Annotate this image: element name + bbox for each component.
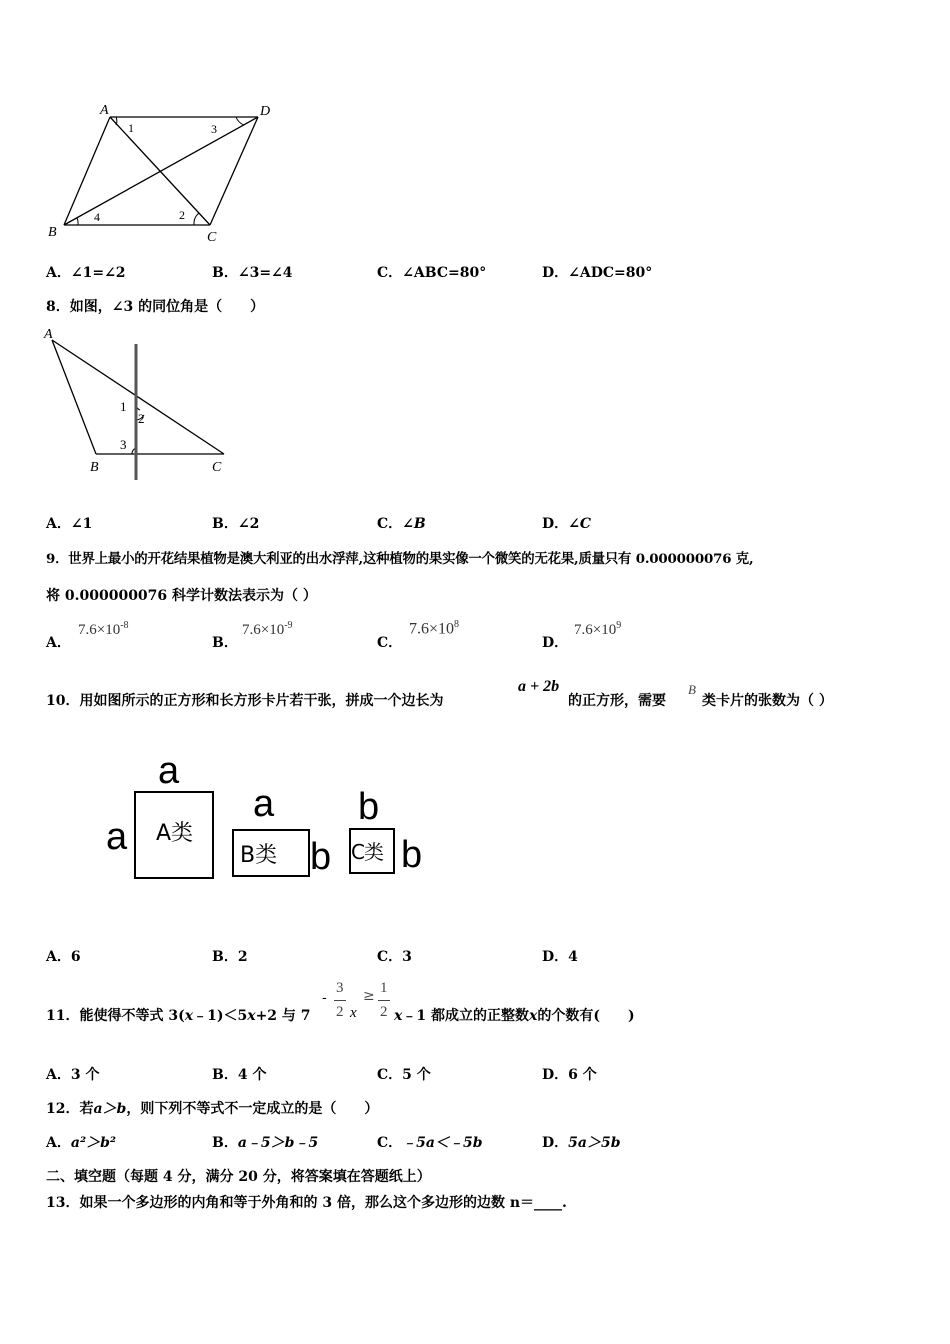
q11-fraction1-bar [334,1000,346,1001]
q10-question: 10．用如图所示的正方形和长方形卡片若干张，拼成一个边长为 [46,693,444,709]
q11-fraction2-denominator: 2 [380,1004,388,1020]
angle-2: 2 [179,208,185,222]
card-c-type-label: C类 [351,840,383,864]
q13-question: 13．如果一个多边形的内角和等于外角和的 3 倍，那么这个多边形的边数 n＝____. [46,1195,567,1211]
q8-question: 8．如图，∠3 的同位角是（ ） [46,299,265,315]
card-b-right-label: b [310,836,332,878]
vertex-C: C [207,230,217,245]
parallelogram-figure [44,98,284,248]
q7-option-d: D．∠ADC=80° [542,265,653,281]
card-a-type-label: A类 [156,821,194,846]
vertex-D: D [260,104,271,119]
q9-question-line2: 将 0.000000076 科学计数法表示为（ ） [46,588,317,604]
angle-3: 3 [211,122,217,136]
q8-option-a: A．∠1 [46,516,93,532]
q10-expression: a + 2b [518,678,560,695]
vertex-A: A [100,103,109,118]
q11-question-start: 11．能使得不等式 3(x﹣1)＜5x+2 与 7 [46,1008,311,1024]
q11-geq: ≥ [363,988,375,1004]
q11-option-c: C．5 个 [377,1067,431,1083]
q12-option-d: D．5a＞5b [542,1135,621,1151]
q9-option-b-value: $7.6\times 10^{-9}$ [242,620,293,638]
angle-4: 4 [94,210,100,224]
q11-fraction2-bar [378,1000,390,1001]
q12-question: 12．若a＞b，则下列不等式不一定成立的是（ ） [46,1101,379,1117]
angle-1: 1 [128,121,134,135]
triangle-figure [40,322,240,484]
q7-option-a: A．∠1=∠2 [46,265,126,281]
q10-question-middle: 的正方形，需要 [568,693,666,709]
q11-fraction1-denominator: 2 [336,1004,344,1020]
q10-question-after: 类卡片的张数为（ ） [702,693,833,709]
card-a-top-label: a [158,750,180,792]
q11-fraction2-numerator: 1 [380,980,388,996]
q9-question-line1: 9．世界上最小的开花结果植物是澳大利亚的出水浮萍,这种植物的果实像一个微笑的无花果,质量只有 0.000000076 克, [46,551,754,567]
q9-option-b: B． [212,635,238,651]
angle-3: 3 [120,437,127,452]
q12-option-c: C．﹣5a＜﹣5b [377,1135,483,1151]
q11-option-b: B．4 个 [212,1067,267,1083]
card-b-type-label: B类 [240,843,278,868]
angle-1: 1 [120,399,127,414]
card-a-left-label: a [106,816,128,858]
q10-option-d: D．4 [542,949,578,965]
card-c-top-label: b [358,786,380,828]
angle-2: 2 [138,411,145,426]
card-b-top-label: a [253,783,275,825]
vertex-B: B [48,225,57,240]
q11-x-var: x [350,1005,357,1021]
q8-option-b: B．∠2 [212,516,260,532]
q9-option-d: D． [542,635,569,651]
vertex-A: A [44,327,53,342]
q10-option-c: C．3 [377,949,412,965]
q10-option-b: B．2 [212,949,248,965]
q9-option-c: C． [377,635,403,651]
q8-option-c: C．∠B [377,516,426,532]
q9-option-a: A． [46,635,71,651]
q11-option-a: A．3 个 [46,1067,100,1083]
q8-option-d: D．∠C [542,516,592,532]
q12-option-a: A．a²＞b² [46,1135,116,1151]
q11-fraction-sign: - [322,990,327,1006]
q11-question-end: x﹣1 都成立的正整数x的个数有( ) [394,1008,635,1024]
vertex-B: B [90,460,99,475]
vertex-C: C [212,460,222,475]
section-heading: 二、填空题（每题 4 分，满分 20 分，将答案填在答题纸上） [46,1169,431,1185]
q9-option-a-value: $7.6\times 10^{-8}$ [78,620,129,638]
q9-option-d-value: $7.6\times 10^9$ [574,620,622,638]
card-c-right-label: b [401,834,423,876]
q11-option-d: D．6 个 [542,1067,597,1083]
q10-var-b: B [688,682,696,697]
q9-option-c-value: $7.6\times 10^8$ [409,619,460,638]
q7-option-b: B．∠3=∠4 [212,265,293,281]
q10-option-a: A．6 [46,949,81,965]
q12-option-b: B．a﹣5＞b﹣5 [212,1135,319,1151]
q7-option-c: C．∠ABC=80° [377,265,487,281]
q11-fraction1-numerator: 3 [336,980,344,996]
